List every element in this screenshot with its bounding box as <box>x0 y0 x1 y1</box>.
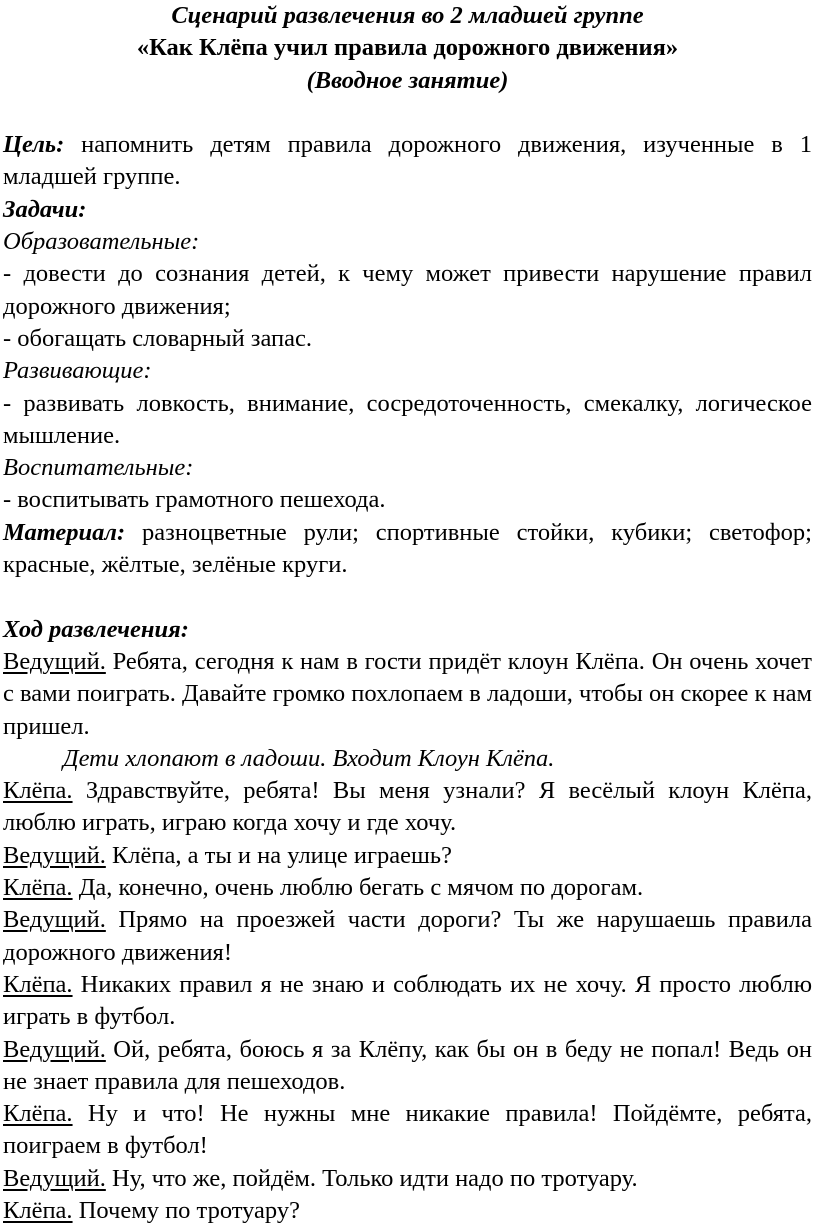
script-line <box>3 1098 812 1163</box>
speaker-text: Здравствуйте, ребята! Вы меня узнали? Я весёлый клоун Клёпа, люблю играть, играю когда хочу и где хочу. <box>3 777 812 837</box>
stage-direction: Дети хлопают в ладоши. Входит Клоун Клёпа. <box>63 744 555 772</box>
educational-label: Образовательные: <box>3 228 200 256</box>
blank-line <box>3 97 812 129</box>
material-label: Материал: <box>3 518 126 546</box>
speaker-text: Ну и что! Не нужны мне никакие правила! Пойдёмте, ребята, поиграем в футбол! <box>3 1100 812 1160</box>
speaker-name: Ведущий. <box>3 1164 106 1192</box>
script-line <box>3 1163 812 1195</box>
speaker-name: Клёпа. <box>3 970 73 998</box>
script-line <box>3 1034 812 1099</box>
material-text: разноцветные рули; спортивные стойки, кубики; светофор; красные, жёлтые, зелёные круги. <box>3 518 812 579</box>
speaker-text: Прямо на проезжей части дороги? Ты же нарушаешь правила дорожного движения! <box>3 906 812 966</box>
speaker-name: Клёпа. <box>3 1196 73 1224</box>
document-subtitle: (Вводное занятие) <box>306 66 509 94</box>
speaker-text: Ребята, сегодня к нам в гости придёт клоун Клёпа. Он очень хочет с вами поиграть. Давайте громко похлопаем в ладоши, чтобы он скорее к нам пришел. <box>3 647 812 740</box>
speaker-text: Да, конечно, очень люблю бегать с мячом по дорогам. <box>72 874 644 902</box>
speaker-name: Клёпа. <box>3 874 73 902</box>
blank-line <box>3 581 812 613</box>
speaker-name: Ведущий. <box>3 647 106 675</box>
material-paragraph <box>3 517 812 582</box>
script-line <box>3 969 812 1034</box>
speaker-text: Клёпа, а ты и на улице играешь? <box>105 841 452 869</box>
goal-paragraph <box>3 129 812 194</box>
speaker-text: Почему по тротуару? <box>72 1196 300 1224</box>
document-title-line-2: «Как Клёпа учил правила дорожного движения» <box>136 34 679 62</box>
script-line <box>3 872 812 904</box>
script-line <box>3 904 812 969</box>
goal-text: напомнить детям правила дорожного движения, изученные в 1 младшей группе. <box>3 131 812 191</box>
speaker-name: Ведущий. <box>3 906 106 934</box>
tasks-heading: Задачи: <box>3 195 87 223</box>
educational-item: - довести до сознания детей, к чему может привести нарушение правил дорожного движения; <box>3 260 812 320</box>
upbringing-item: - воспитывать грамотного пешехода. <box>3 486 386 514</box>
educational-item: - обогащать словарный запас. <box>3 324 313 352</box>
speaker-text: Никаких правил я не знаю и соблюдать их не хочу. Я просто люблю играть в футбол. <box>3 970 812 1031</box>
speaker-name: Клёпа. <box>3 777 73 805</box>
speaker-name: Клёпа. <box>3 1100 73 1128</box>
script-line <box>3 1195 812 1227</box>
developing-item: - развивать ловкость, внимание, сосредоточенность, смекалку, логическое мышление. <box>3 389 812 449</box>
upbringing-label: Воспитательные: <box>3 454 194 482</box>
goal-label: Цель: <box>3 131 65 159</box>
speaker-name: Ведущий. <box>3 841 106 869</box>
course-heading: Ход развлечения: <box>3 615 189 643</box>
speaker-text: Ой, ребята, боюсь я за Клёпу, как бы он в беду не попал! Ведь он не знает правила для пешеходов. <box>3 1035 812 1095</box>
script-line <box>3 646 812 743</box>
script-line <box>3 775 812 840</box>
document-title-line-1: Сценарий развлечения во 2 младшей группе <box>171 2 644 29</box>
script-line <box>3 840 812 872</box>
speaker-name: Ведущий. <box>3 1035 106 1063</box>
speaker-text: Ну, что же, пойдём. Только идти надо по тротуару. <box>105 1164 638 1192</box>
developing-label: Развивающие: <box>3 357 152 385</box>
